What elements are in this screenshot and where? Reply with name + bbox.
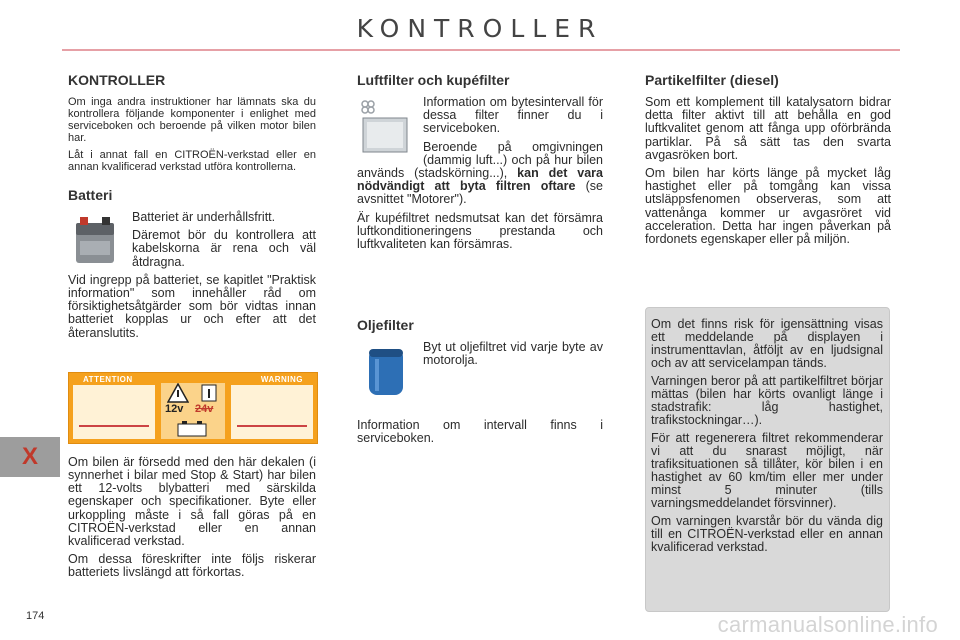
air-filter-paragraph-3: Är kupéfiltret nedsmutsat kan det försämra luftkonditioneringens prestanda och luftkvaliteten kan försämras. — [357, 210, 603, 252]
warning-label-attention: ATTENTION — [83, 374, 133, 384]
oil-filter-section — [357, 317, 603, 445]
battery-polarity-icon — [177, 421, 207, 437]
intro-paragraph-2: Låt i annat fall en CITROËN-verkstad eller en annan kvalificerad verkstad utföra kontrollerna. — [68, 149, 316, 173]
warning-triangle-icon — [167, 383, 189, 403]
chapter-tab[interactable]: X — [0, 437, 60, 477]
page-title: KONTROLLER — [356, 14, 604, 43]
air-filter-icon — [357, 98, 411, 158]
oil-filter-paragraph-2: Information om intervall finns i serviceboken. — [357, 418, 603, 446]
note-paragraph-1: Om det finns risk för igensättning visas ett meddelande på displayen i instrumenttavlan, åtföljt av en ljudsignal och av att servicelampan tänds. — [651, 317, 883, 370]
oil-filter-icon — [365, 343, 407, 401]
section-heading-kontroller: KONTROLLER — [68, 72, 166, 88]
battery-paragraph-1: Batteriet är underhållsfritt. — [132, 210, 276, 224]
title-divider — [62, 49, 900, 51]
column-particle-filter — [645, 72, 891, 251]
section-heading-luftfilter: Luftfilter och kupéfilter — [357, 72, 510, 88]
note-paragraph-2: Varningen beror på att partikelfiltret börjar mättas (bilen har körts ovanligt länge i stadstrafik: låg hastighet, trafikstockningar…). — [651, 374, 883, 427]
battery-icon — [70, 213, 120, 269]
note-paragraph-4: Om varningen kvarstår bör du vända dig till en CITROËN-verkstad eller en annan kvalificerad verkstad. — [651, 514, 883, 554]
air-filter-paragraph-2: Beroende på omgivningen (dammig luft...) och på hur bilen används (stadskörning...), kan det vara nödvändigt att byta filtren oftare (se avsnittet "Motorer"). — [357, 139, 603, 207]
battery-paragraph-4: Om bilen är försedd med den här dekalen (i synnerhet i bilar med Stop & Start) har bilen ett 12-volts blybatteri med särskilda egenskaper och specifikationer. Byte eller urkoppling måste i så fall göras på en CITROËN-verkstad eller en annan kvalificerad verkstad. — [68, 454, 316, 549]
warning-label-warning: WARNING — [260, 374, 303, 384]
warning-label-panel-fr — [73, 385, 155, 439]
column-filters — [357, 72, 603, 451]
particle-filter-paragraph-2: Om bilen har körts länge på mycket låg hastighet eller på tomgång kan vissa utsläppsfenomen observeras, som att vattenånga kommer ur avgasröret vid acceleration. Detta har ingen påverkan på fordonets egenskaper eller på miljön. — [645, 166, 891, 247]
info-book-icon — [201, 384, 217, 402]
section-heading-batteri: Batteri — [68, 187, 113, 203]
note-paragraph-3: För att regenerera filtret rekommenderar vi att du snarast möjligt, när trafiksituationen så tillåter, kör bilen i en hastighet av 60 km/tim eller mer under minst 5 minuter (tills varningsmeddelandet försvinner). — [651, 431, 883, 510]
battery-paragraph-2: Däremot bör du kontrollera att kabelskorna är rena och väl åtdragna. — [132, 228, 316, 269]
column-kontroller — [68, 72, 316, 585]
intro-paragraph: Om inga andra instruktioner har lämnats ska du kontrollera följande komponenter i enlighet med serviceboken och beroende på vilken motor bilen har. — [68, 96, 316, 144]
voltage-12v: 12v — [165, 402, 184, 415]
warning-label-panel-en — [231, 385, 313, 439]
air-filter-paragraph-1: Information om bytesintervall för dessa filter finner du i serviceboken. — [423, 95, 603, 136]
particle-filter-paragraph-1: Som ett komplement till katalysatorn bidrar detta filter aktivt till att behålla en god luftkvalitet genom att fånga upp oförbrända partiklar. På så sätt tas den svarta avgasröken bort. — [645, 95, 891, 162]
note-box — [645, 307, 890, 612]
watermark: carmanualsonline.info — [717, 612, 938, 637]
section-heading-oljefilter: Oljefilter — [357, 317, 414, 334]
voltage-24v: 24v — [195, 402, 214, 415]
battery-paragraph-5: Om dessa föreskrifter inte följs riskerar batteriets livslängd att förkortas. — [68, 552, 316, 580]
battery-warning-label — [68, 372, 318, 444]
oil-filter-paragraph-1: Byt ut oljefiltret vid varje byte av motorolja. — [423, 340, 603, 368]
section-heading-partikelfilter: Partikelfilter (diesel) — [645, 72, 779, 88]
page-number: 174 — [26, 610, 45, 622]
battery-paragraph-3: Vid ingrepp på batteriet, se kapitlet "Praktisk information" som innehåller råd om försiktighetsåtgärder som bör vidtas innan batteriet kopplas ur och efter att det återanslutits. — [68, 272, 316, 340]
warning-label-center — [161, 383, 225, 439]
